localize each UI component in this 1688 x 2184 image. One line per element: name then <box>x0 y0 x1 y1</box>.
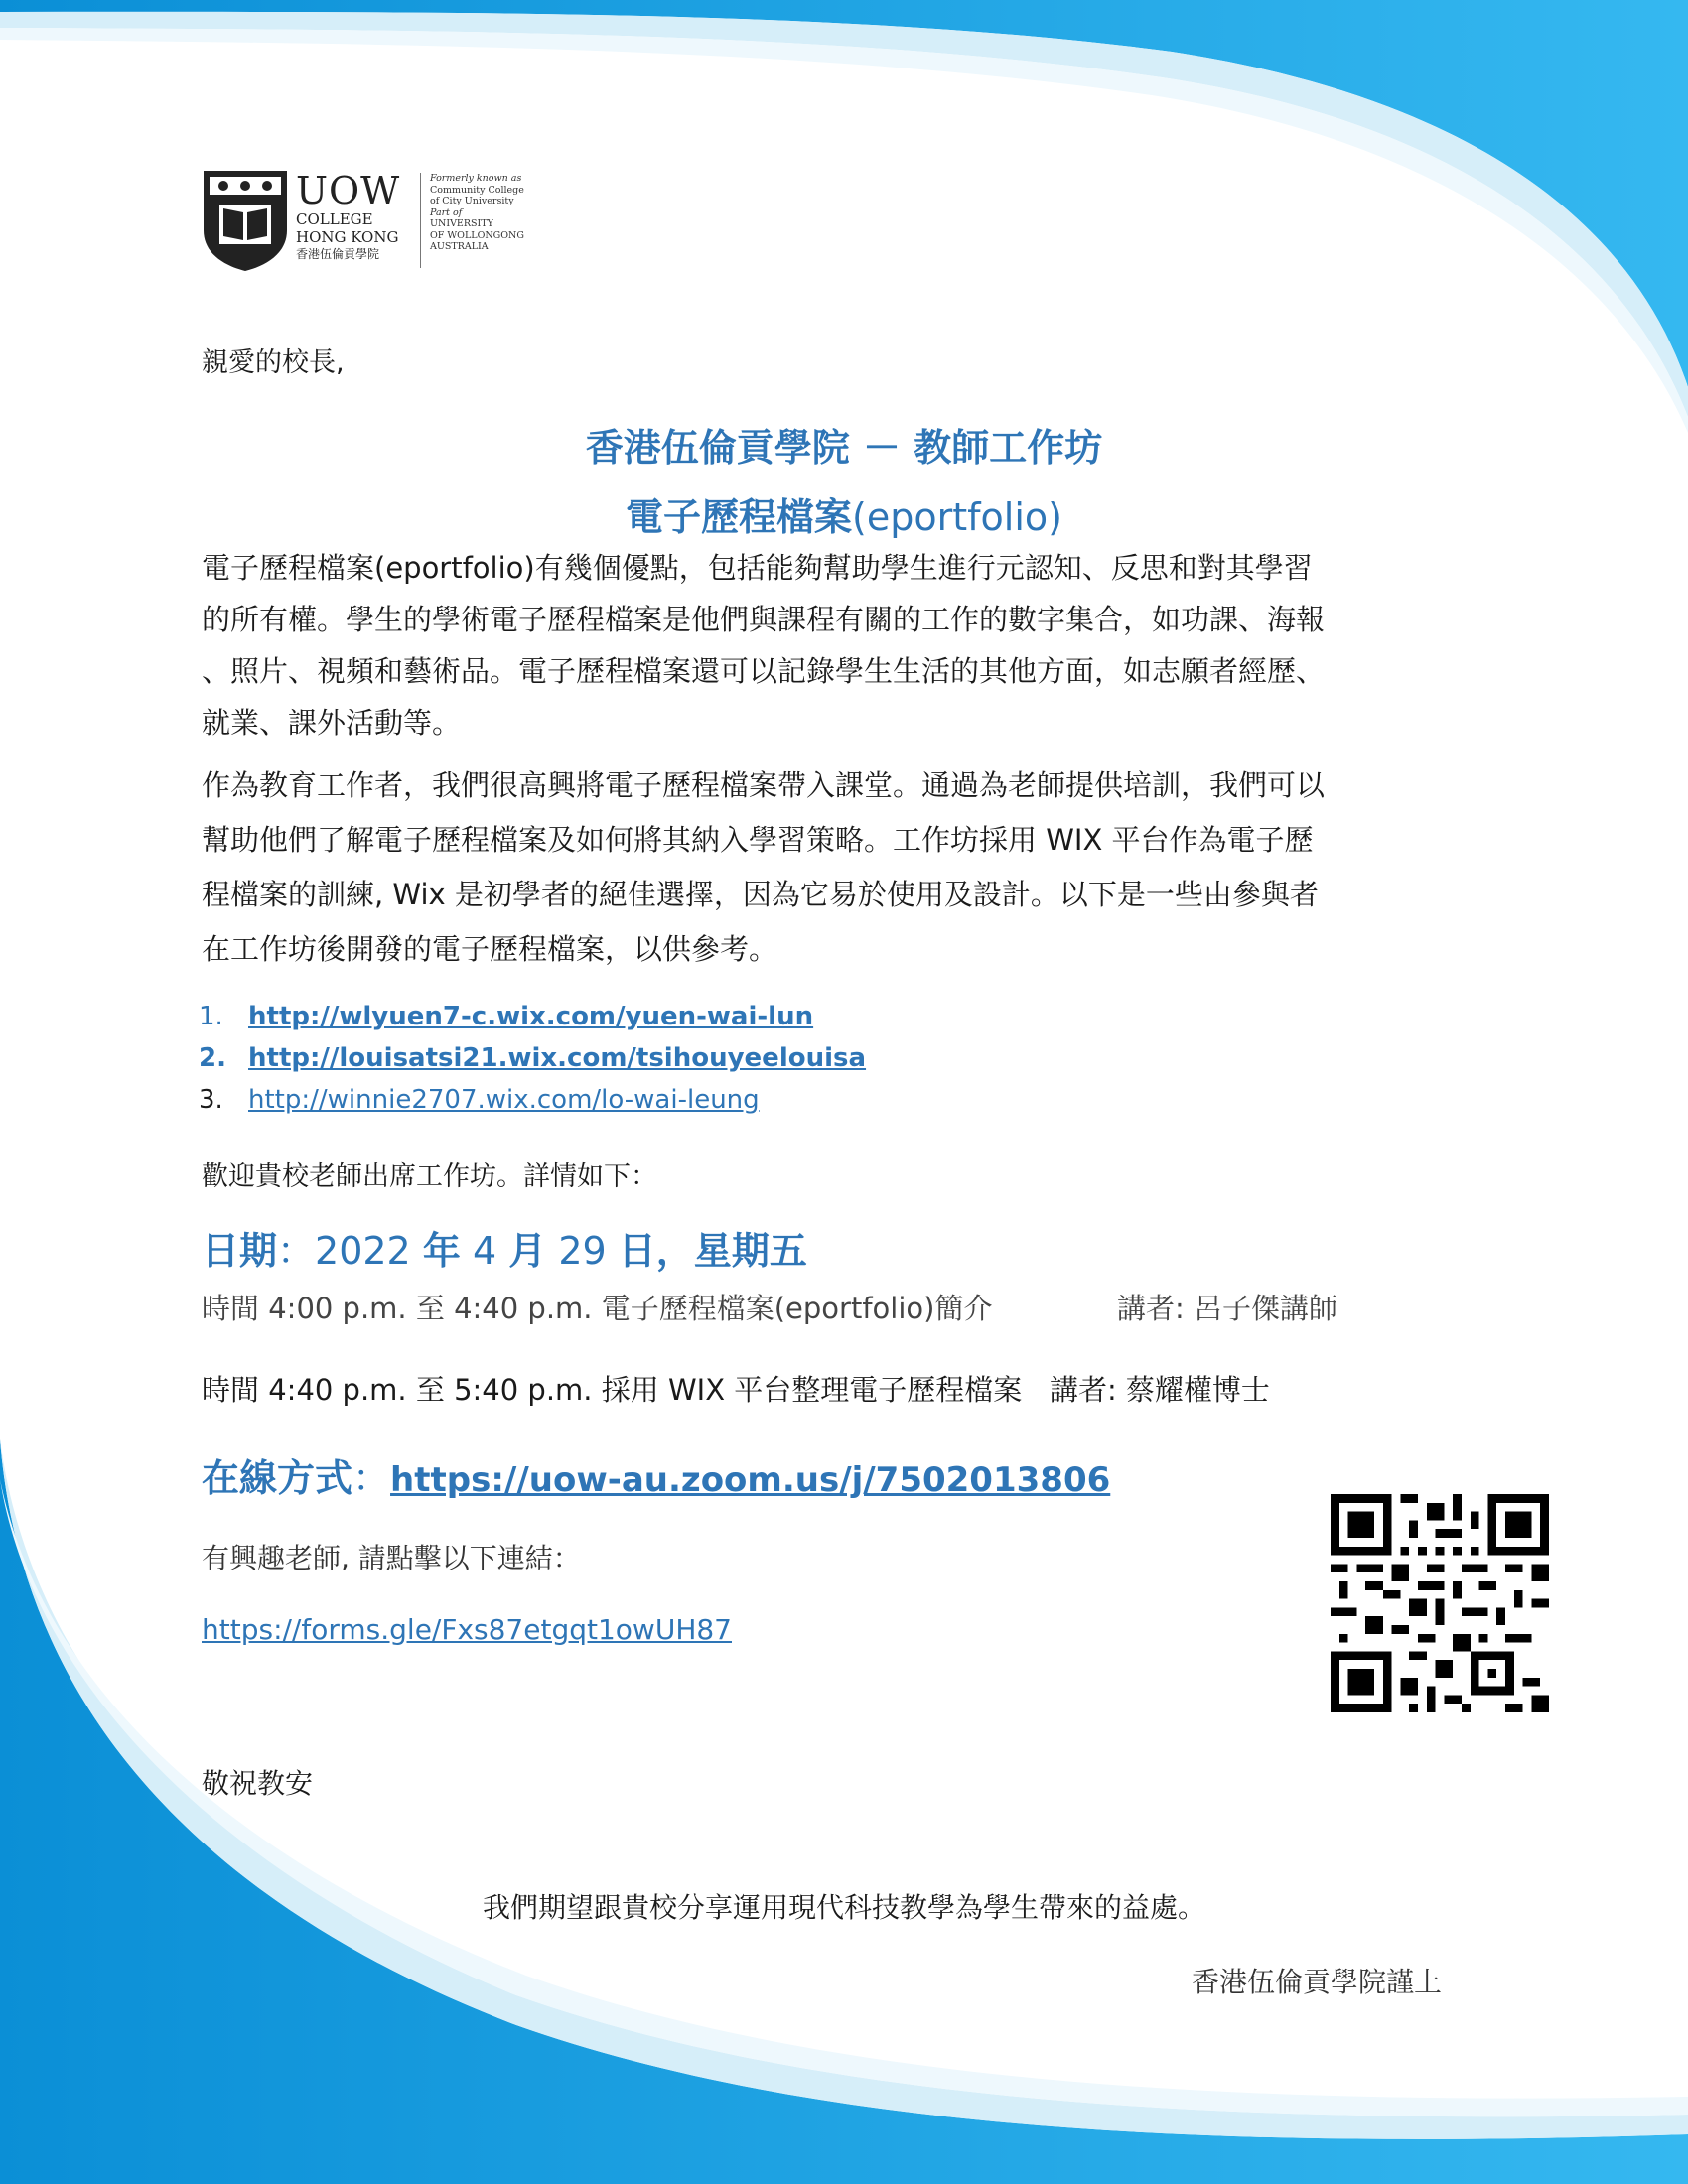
logo-formerly: Formerly known as <box>430 173 522 184</box>
college-crest-icon <box>202 169 289 272</box>
session-1 <box>202 1287 1337 1327</box>
closing-statement: 我們期望跟貴校分享運用現代科技教學為學生帶來的益處。 <box>482 1891 1205 1924</box>
logo-uow-text: UOW <box>296 169 401 212</box>
title-line2 <box>0 486 1688 541</box>
logo-univ-line1: UNIVERSITY <box>430 218 493 229</box>
logo-part-of: Part of <box>430 206 463 218</box>
logo-cc-line1: Community College <box>430 184 524 196</box>
zoom-link[interactable]: https://uow-au.zoom.us/j/7502013806 <box>390 1460 1111 1500</box>
list-number: 2. <box>199 1043 226 1073</box>
example-link-2[interactable]: http://louisatsi21.wix.com/tsihouyeelouisa <box>248 1043 867 1073</box>
example-link-3[interactable]: http://winnie2707.wix.com/lo-wai-leung <box>248 1085 760 1115</box>
session-2 <box>202 1368 1270 1409</box>
date-day: 29 <box>558 1229 607 1273</box>
session-1-speaker: 講者: 呂子傑講師 <box>1117 1292 1337 1325</box>
logo-cc-line2: of City University <box>430 196 514 206</box>
intro-paragraph <box>202 542 1325 749</box>
date-day-unit: 日， <box>618 1229 694 1273</box>
date-year: 2022 <box>315 1229 411 1273</box>
intro-line: 、照片、視頻和藝術品。電子歷程檔案還可以記錄學生生活的其他方面，如志願者經歷、 <box>202 654 1326 688</box>
list-number: 3. <box>199 1085 223 1115</box>
workshop-line: 在工作坊後開發的電子歷程檔案，以供參考。 <box>202 932 778 966</box>
example-link-1[interactable]: http://wlyuen7-c.wix.com/yuen-wai-lun <box>248 1002 814 1031</box>
greeting: 親愛的校長, <box>202 347 345 378</box>
registration-prompt: 有興趣老師, 請點擊以下連結： <box>202 1542 581 1574</box>
workshop-line: 作為教育工作者，我們很高興將電子歷程檔案帶入課堂。通過為老師提供培訓，我們可以 <box>202 768 1326 802</box>
online-label: 在線方式 <box>202 1456 353 1500</box>
date-month: 4 <box>472 1229 497 1273</box>
list-number: 1. <box>199 1002 223 1031</box>
title-line1: 香港伍倫貢學院 － 教師工作坊 <box>585 426 1103 470</box>
title-eportfolio-en: (eportfolio) <box>852 495 1062 539</box>
list-item <box>199 1079 866 1121</box>
logo-affiliation <box>430 173 549 253</box>
event-date <box>202 1220 807 1275</box>
date-month-unit: 月 <box>508 1229 547 1273</box>
logo-college-text: COLLEGE <box>296 210 373 228</box>
qr-code[interactable] <box>1331 1494 1549 1712</box>
session-1-text: 時間 4:00 p.m. 至 4:40 p.m. 電子歷程檔案(eportfolio)簡介 <box>202 1292 993 1325</box>
date-weekday: 星期五 <box>693 1229 807 1273</box>
workshop-line: 程檔案的訓練, Wix 是初學者的絕佳選擇，因為它易於使用及設計。以下是一些由參與者 <box>202 878 1319 911</box>
date-label: 日期 <box>202 1229 278 1273</box>
logo-divider <box>420 173 421 268</box>
list-item <box>199 1037 866 1079</box>
list-item <box>199 996 866 1037</box>
workshop-line: 幫助他們了解電子歷程檔案及如何將其納入學習策略。工作坊採用 WIX 平台作為電子歷 <box>202 823 1314 857</box>
online-colon: ： <box>352 1456 391 1500</box>
title-eportfolio-cn: 電子歷程檔案 <box>626 495 853 539</box>
session-2-speaker: 講者: 蔡耀權博士 <box>1049 1373 1270 1407</box>
date-year-unit: 年 <box>422 1229 461 1273</box>
signature: 香港伍倫貢學院謹上 <box>1192 1966 1443 1998</box>
workshop-paragraph <box>202 758 1325 977</box>
intro-line: 就業、課外活動等。 <box>202 706 462 740</box>
logo-chinese-name: 香港伍倫貢學院 <box>296 247 380 261</box>
regards-text: 敬祝教安 <box>202 1767 314 1800</box>
intro-line: 的所有權。學生的學術電子歷程檔案是他們與課程有關的工作的數字集合，如功課、海報 <box>202 603 1326 636</box>
example-links-list <box>199 996 866 1121</box>
session-2-text: 時間 4:40 p.m. 至 5:40 p.m. 採用 WIX 平台整理電子歷程檔案 <box>202 1373 1023 1407</box>
logo-univ-line2: OF WOLLONGONG <box>430 229 524 241</box>
logo-univ-line3: AUSTRALIA <box>430 241 489 252</box>
registration-form-link[interactable]: https://forms.gle/Fxs87etgqt1owUH87 <box>202 1613 732 1646</box>
logo-hongkong-text: HONG KONG <box>296 228 399 246</box>
online-access <box>202 1447 1110 1502</box>
intro-line: 電子歷程檔案(eportfolio)有幾個優點，包括能夠幫助學生進行元認知、反思和對其學習 <box>202 551 1313 585</box>
uow-college-logo <box>202 169 544 273</box>
welcome-text: 歡迎貴校老師出席工作坊。詳情如下： <box>202 1161 657 1192</box>
date-colon: ： <box>277 1229 316 1273</box>
